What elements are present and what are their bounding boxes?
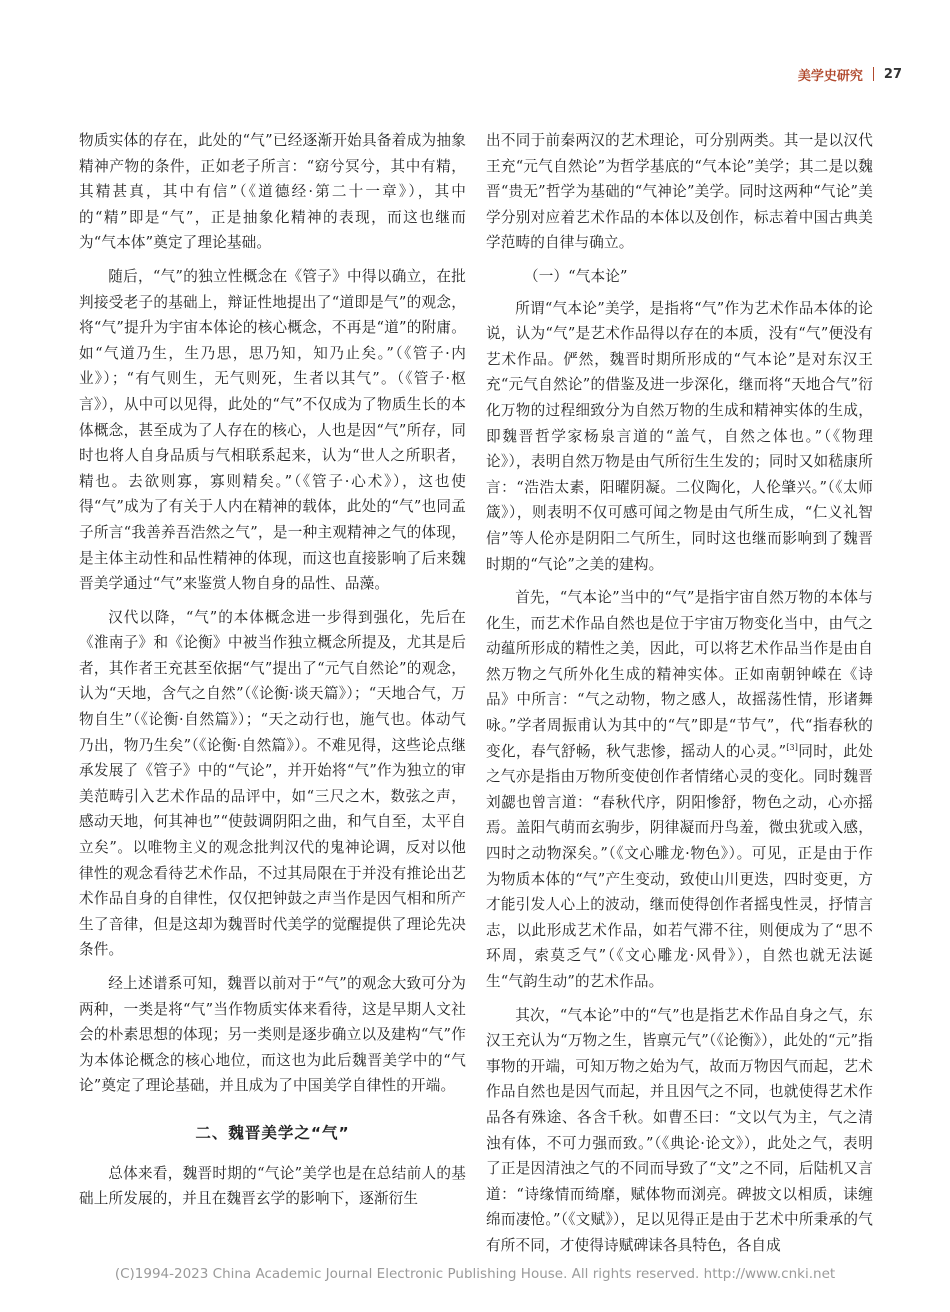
right-column bbox=[486, 128, 873, 1267]
paragraph bbox=[486, 585, 873, 995]
section-heading: 二、魏晋美学之“气” bbox=[195, 1123, 350, 1142]
paragraph: 所谓“气本论”美学，是指将“气”作为艺术作品本体的论说，认为“气”是艺术作品得以存在的本质，没有“气”便没有艺术作品。俨然，魏晋时期所形成的“气本论”是对东汉王充“元气自然论”的借鉴及进一步深化，继而将“天地合气”衍化万物的过程细致分为自然万物的生成和精神实体的生成，即魏晋哲学家杨泉言道的“盖气，自然之体也。”（《物理论》），表明自然万物是由气所衍生生发的；同时又如嵇康所言：“浩浩太素，阳曜阴凝。二仪陶化，人伦肇兴。”（《太师箴》），则表明不仅可感可闻之物是由气所生成，“仁义礼智信”等人伦亦是阴阳二气所生，同时这也继而影响到了魏晋时期的“气论”之美的建构。 bbox=[486, 299, 873, 573]
paragraph-text: 首先，“气本论”当中的“气”是指宇宙自然万物的本体与化生，而艺术作品自然也是位于宇宙万物变化当中，由气之动蕴所形成的精性之美，因此，可以将艺术作品当作是由自然万物之气所外化生成的精神实体。正如南朝钟嵘在《诗品》中所言：“气之动物，物之感人，故摇荡性情，形诸舞咏。”学者周振甫认为其中的“气”即是“节气”，代“指春秋的变化，春气舒畅，秋气悲惨，摇动人的心灵。” bbox=[486, 589, 873, 760]
paragraph: 经上述谱系可知，魏晋以前对于“气”的观念大致可分为两种，一类是将“气”当作物质实体来看待，这是早期人文社会的朴素思想的体现；另一类则是逐步确立以及建构“气”作为本体论概念的核心地位，而这也为此后魏晋美学中的“气论”奠定了理论基础，并且成为了中国美学自律性的开端。 bbox=[79, 975, 466, 1095]
paragraph-text: 同时，此处之气亦是指由万物所变使创作者情绪心灵的变化。同时魏晋刘勰也曾言道：“春秋代序，阴阳惨舒，物色之动，心亦摇焉。盖阳气萌而玄驹步，阴律凝而丹鸟羞，微虫犹或入感，四时之动物深矣。”（《文心雕龙·物色》）。可见，正是由于作为物质本体的“气”产生变动，致使山川更迭，四时变更，方才能引发人心上的波动，继而使得创作者摇曳性灵，抒情言志，以此形成艺术作品，如若气滞不往，则便成为了“思不环周，索莫乏气”（《文心雕龙·风骨》），自然也就无法诞生“气韵生动”的艺术作品。 bbox=[486, 742, 873, 990]
left-column bbox=[79, 128, 466, 1220]
paragraph: 总体来看，魏晋时期的“气论”美学也是在总结前人的基础上所发展的，并且在魏晋玄学的影响下，逐渐衍生 bbox=[79, 1164, 466, 1208]
subsection-heading: （一）“气本论” bbox=[523, 267, 628, 285]
paragraph: 其次，“气本论”中的“气”也是指艺术作品自身之气，东汉王充认为“万物之生，皆禀元气”（《论衡》），此处的“元”指事物的开端，可知万物之始为气，故而万物因气而起，艺术作品自然也是因气而起，并且因气之不同，也就使得艺术作品各有殊途、各含千秋。如曹丕曰：“文以气为主，气之清浊有体，不可力强而致。”（《典论·论文》），此处之气，表明了正是因清浊之气的不同而导致了“文”之不同，后陆机又言道：“诗缘情而绮靡，赋体物而浏亮。碑披文以相质，诔缠绵而凄怆。”（《文赋》），足以见得正是由于艺术中所秉承的气有所不同，才使得诗赋碑诔各具特色，各自成 bbox=[486, 1006, 873, 1254]
paragraph: 出不同于前秦两汉的艺术理论，可分别两类。其一是以汉代王充“元气自然论”为哲学基底的“气本论”美学；其二是以魏晋“贵无”哲学为基础的“气神论”美学。同时这两种“气论”美学分别对应着艺术作品的本体以及创作，标志着中国古典美学范畴的自律与确立。 bbox=[486, 132, 873, 252]
copyright-footer: (C)1994-2023 China Academic Journal Electronic Publishing House. All rights reserved. http://www.cnki.net bbox=[114, 1266, 836, 1282]
paragraph: 汉代以降，“气”的本体概念进一步得到强化，先后在《淮南子》和《论衡》中被当作独立概念所提及，尤其是后者，其作者王充甚至依据“气”提出了“元气自然论”的观念，认为“天地，含气之自然”（《论衡·谈天篇》）；“天地合气，万物自生”（《论衡·自然篇》）；“天之动行也，施气也。体动气乃出，物乃生矣”（《论衡·自然篇》）。不难见得，这些论点继承发展了《管子》中的“气论”，并开始将“气”作为独立的审美范畴引入艺术作品的品评中，如“三尺之木，数弦之声，感动天地，何其神也”“使鼓调阴阳之曲，和气自至，太平自立矣”。以唯物主义的观念批判汉代的鬼神论调，反对以他律性的观念看待艺术作品，不过其局限在于并没有推论出艺术作品自身的自律性，仅仅把钟鼓之声当作是因气相和所产生了音律，但是这却为魏晋时代美学的觉醒提供了理论先决条件。 bbox=[79, 608, 466, 959]
journal-name: 美学史研究 bbox=[797, 68, 863, 84]
paragraph: 随后，“气”的独立性概念在《管子》中得以确立，在批判接受老子的基础上，辩证性地提出了“道即是气”的观念，将“气”提升为宇宙本体论的核心概念，不再是“道”的附庸。如“气道乃生，生乃思，思乃知，知乃止矣。”（《管子·内业》）；“有气则生，无气则死，生者以其气”。（《管子·枢言》），从中可以见得，此处的“气”不仅成为了物质生长的本体概念，甚至成为了人存在的核心，人也是因“气”所存，同时也将人自身品质与气相联系起来，认为“世人之所职者，精也。去欲则寡，寡则精矣。”（《管子·心术》），这也使得“气”成为了有关于人内在精神的载体，此处的“气”也同孟子所言“我善养吾浩然之气”，是一种主观精神之气的体现，是主体主动性和品性精神的体现，而这也直接影响了后来魏晋美学通过“气”来鉴赏人物自身的品性、品藻。 bbox=[79, 267, 466, 593]
citation-marker: [3] bbox=[786, 742, 799, 752]
running-header bbox=[798, 62, 902, 86]
page-number: 27 bbox=[883, 66, 902, 82]
header-divider bbox=[873, 67, 874, 81]
paragraph: 物质实体的存在，此处的“气”已经逐渐开始具备着成为抽象精神产物的条件，正如老子所言：“窈兮冥兮，其中有精，其精甚真，其中有信”（《道德经·第二十一章》），其中的“精”即是“气”，正是抽象化精神的表现，而这也继而为“气本体”奠定了理论基础。 bbox=[79, 132, 466, 252]
